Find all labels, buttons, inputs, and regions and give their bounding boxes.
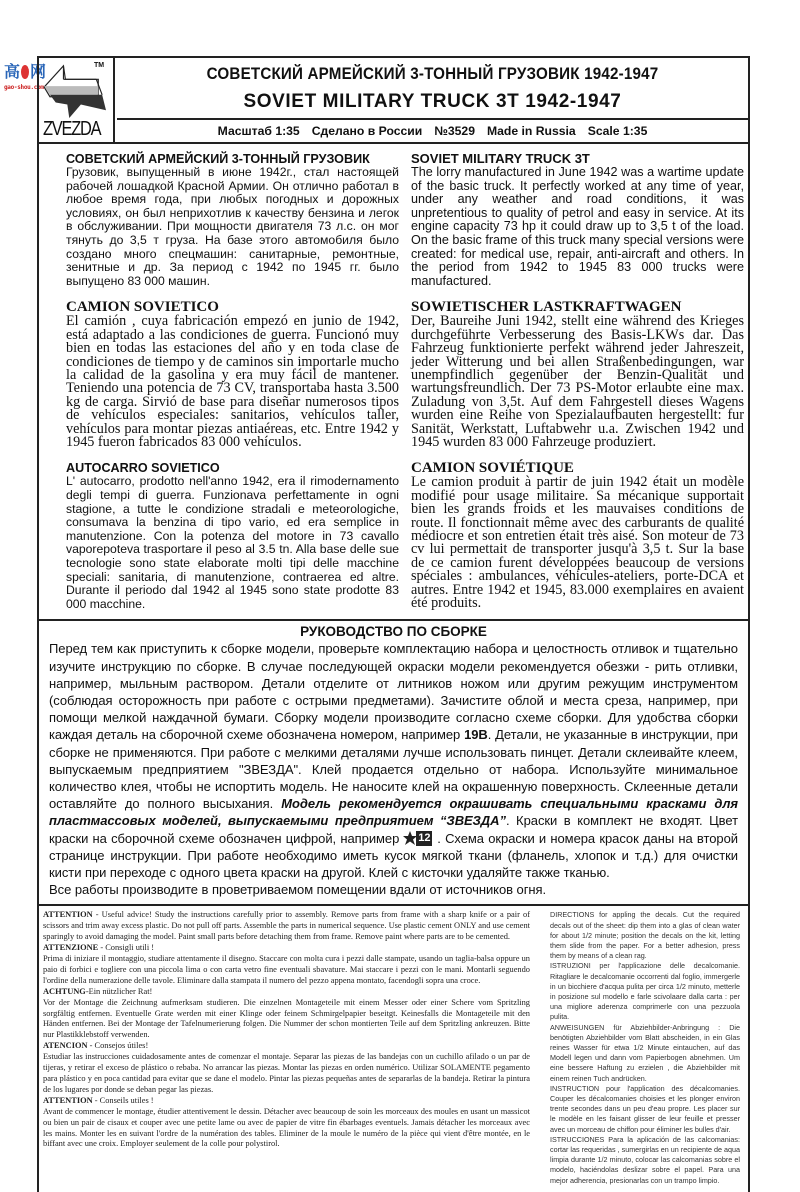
description-ru	[66, 152, 399, 288]
assembly-advice	[43, 910, 530, 1185]
watermark-char: 高	[4, 62, 21, 81]
advice-block	[43, 943, 530, 987]
advice-body: Estudiar las instrucciones cuidadosamente antes de comenzar el montaje. Separar las piezas de las bandejas con un cuchillo afilado o un par de tijeras, y retirar el exceso de plástico o rebaba. No arrancar las piezas. Montar las piezas en orden numérico. Utilizar SOLAMENTE pegamento para plástico y en poca cantidad para evitar que se dane el modelo. Pintar las piezas pequeñas antes de separarlas de la bandeja. Retirar la pintura de los lugares por donde se deban pegar las piezas.	[43, 1052, 530, 1094]
guide-text: Перед тем как приступить к сборке модели, проверьте комплектацию набора и целостность отливок и тщательно изучите инструкцию по сборке. В случае последующей окраски модели рекомендуется обезжи - рить отливки, например, мыльным раствором. Детали отделите от литников ножом или другим режущим инструментом (соблюдая осторожность при работе с острыми предметами). Зачистите облой и места среза, например, при помощи мелкой наждачной бумаги. Сборку модели производите согласно схеме сборки. Для удобства сборки каждая деталь на сборочной схеме обозначена номером, например	[49, 641, 738, 743]
advice-subheading: -Ein nützlicher Rat!	[85, 986, 153, 996]
star-icon	[403, 831, 417, 846]
decal-block	[550, 1023, 740, 1084]
watermark-url: gao-shou.com	[4, 84, 44, 91]
description-en	[411, 152, 744, 288]
decal-heading: DIRECTIONS	[550, 910, 595, 920]
advice-block	[43, 1096, 530, 1151]
advice-heading: ATTENTION	[43, 1095, 93, 1105]
description-title: SOVIET MILITARY TRUCK 3T	[411, 151, 590, 166]
decal-heading: ANWEISUNGEN	[550, 1022, 605, 1032]
watermark-badge-icon	[21, 65, 29, 79]
decal-body: for appling the decals. Cut the required decals out of the sheet: dip them into a glas of clean water for about 1/2 minute; position the decals on the kit, letting them slide from the paper. For a better adhesion, press them by means of a clean rag.	[550, 910, 740, 961]
decal-body: für Abziehbilder-Anbringung : Die benötigten Abziehbilder vom Blatt abscheiden, in ein Glas reines Wasser für etwa 1/2 Minute eintauchen, auf das Modell legen und dann vom Papierbogen abnehmen. Um eine bessere Haftung zu erzielen , die Abziehbilder mit einem reinen Tuch andrücken.	[550, 1022, 740, 1083]
paint-recommendation: Модель рекомендуется окрашивать специальными красками для пластмассовых моделей, выпускаемыми предприятием “ЗВЕЗДА”	[49, 796, 739, 829]
paint-number-badge	[403, 831, 433, 846]
watermark-char: 网	[29, 62, 46, 81]
decal-block	[550, 1135, 740, 1186]
advice-body: Avant de commencer le montage, étudier attentivement le dessin. Détacher avec beaucoup de soin les morceaux des moules en usant un massicot ou bien un pair de cisaux et couper avec une petite lame ou avec de papier de vitre fin ébarbages eventuels. Jamais détacher les morceaux avec les mains. Monter les en suivant l'ordre de la numération des tables. Eliminer de la moule le numéro de la pièce qui vient d'être montée, en le biffant avec une croix. Employer seulement de la colle pour polystirol.	[43, 1106, 530, 1149]
advice-heading: ACHTUNG	[43, 986, 86, 996]
advice-body: Vor der Montage die Zeichnung aufmerksam studieren. Die einzelnen Montageteile mit einem Messer oder einer Schere vom Spritzling sorgfältig entfernen. Eventuelle Grate werden mit einer Klinge oder feinem Schmirgelpapier beseitgt. Keinesfalls die Montageteile mit den Händen entfernen. Bei der Montage der Tafelnumerierung folgen. Die Nummer der schon montierten Teile auf dem Spritzling ankreuzen. Bitte nur Plastikklebstoff verwenden.	[43, 997, 530, 1040]
decal-body: per l'applicazione delle decalcomanie. Ritagliare le decalcomanie occorrenti dal foglio, immergerle in un bicchiere d'acqua pulita per circa 1/2 minuto, metterle in posizione sul modello e farle scivolaare dalla carta : per una migliore aderenza comprimerle con una pezzuola pulita.	[550, 961, 740, 1022]
advice-subheading: - Conseils utiles !	[92, 1095, 154, 1105]
kit-number: №3529	[434, 124, 475, 138]
decal-body: Para la aplicación de las calcomanias: cortar las requeridas , sumergirlas en un recipiente de aqua limpia durante 1/2 minuto, colocar las calcomanias sobre el modelo, haciéndolas deslizar sobre el papel. Para una mejor adherencia, presionarlas con un trampo limpio.	[550, 1134, 740, 1185]
multilingual-notes	[39, 904, 748, 1191]
guide-text: . Детали, не указанные в инструкции, при сборке не применяются. При работе с мелкими деталями лучше использовать пинцет. Детали склеивайте клеем, выпускаемым предприятием "ЗВЕЗДА". Клей продается отдельно от набора. Используйте минимальное количество клея, чтобы не испортить модель. Не наносите клей на окрашенную поверхность. Склеенные детали оставляйте до полного высыхания.	[49, 727, 738, 812]
part-number-example: 19B	[464, 727, 488, 743]
guide-text: . Краски в комплект не входят. Цвет краски на сборочной схеме обозначен цифрой, например	[49, 813, 738, 846]
decal-body: pour l'application des décalcomanies. Couper les décalcomanies choisies et les plonger environ trente secondes dans un peu d'eau propre. Les placer sur le modèle en les faisant glisser de leur feuille et presser avec un morceau de chiffon pour éliminer les bulles d'air.	[550, 1083, 740, 1134]
assembly-guide-title: РУКОВОДСТВО ПО СБОРКЕ	[300, 624, 487, 640]
description-body: L' autocarro, prodotto nell'anno 1942, era il rimodernamento degli tempi di guerra. Funzionava perfettamente in ogni stagione, a tutte le condizione stradali e meteorologiche, consumava la benzina di tipo vario, ed era semplice in manutenzione. Con la potenza del motore in 73 cavallo vaporepoteva trasportare il peso al 3.5 tn. Alla base delle sue tecnologie sono state elaborate molti tipi delle macchine speciali: sanitaria, di manutenzione, contraerea ed altre. Durante il periodo dal 1942 al 1945 sono state prodotte 83 000 macchine.	[66, 474, 399, 611]
paint-number: 12	[418, 831, 431, 844]
assembly-guide-paragraph	[49, 640, 738, 881]
advice-body: Prima di iniziare il montaggio, studiare attentamente il disegno. Staccare con molta cura i pezzi dalle stampate, usando un taglia-balsa oppure un paio di forbici e togliere con una piccola lima o con carta vetro fine eventuali sbavature. Mai staccare i pezzi con le mani. Montarli seguendo l'ordine della numerazione delle tavole. Eliminare dalla stampata il numero del pezzo appena montato, facendogli sopra una croce.	[43, 954, 530, 985]
advice-block	[43, 1041, 530, 1096]
zvezda-logo	[39, 58, 115, 142]
description-it	[66, 461, 399, 611]
decal-heading: INSTRUCTION	[550, 1083, 600, 1093]
decal-directions	[550, 910, 740, 1185]
advice-subheading: - Consigli utili !	[98, 943, 155, 953]
description-body: The lorry manufactured in June 1942 was a wartime update of the basic truck. It perfectly worked at any time of year, under any weather and road conditions, it was unpretentious to quality of petrol and easy in service. At its engine capacity 73 hp it could draw up to 3,5 t of the load. On the basic frame of this truck many special versions were created: for medical use, repair, anti-aircraft and others. In the period from 1942 to 1945 83 000 trucks were manufactured.	[411, 165, 744, 288]
decal-block	[550, 1084, 740, 1135]
description-fr	[411, 461, 744, 611]
decal-heading: ISTRUZIONI	[550, 961, 591, 971]
guide-text: . Схема окраски и номера красок даны на второй странице инструкции. При работе необходимо иметь кусок мягкой ткани (фланель, хлопок и т.д.) для очистки кисти при переходе с одного цвета краски на другой. Клей с кисточки удаляйте также тканью.	[49, 830, 738, 880]
scale-info-bar	[117, 118, 748, 142]
advice-body: Study the instructions carefully prior to assembly. Remove parts from frame with a sharp knife or a pair of scissors and trim away excess plastic. Do not pull off parts. Assemble the parts in numerical sequence. Use plastic cement ONLY and use cement sparingly to avoid damaging the model. Paint small parts before detaching them from frame. Remove paint where parts are to be cemented.	[43, 910, 530, 942]
advice-heading: ATTENTION	[43, 910, 93, 920]
description-body: Грузовик, выпущенный в июне 1942г., стал настоящей рабочей лошадкой Красной Армии. Он отлично работал в любое время года, при любых погодных и дорожных условиях, он был неприхотлив к качеству бензина и легок в обслуживании. При мощности двигателя 73 л.с. он мог тянуть до 3,5 т груза. На базе этого автомобиля было создано много спецмашин: санитарные, ремонтные, зенитные и др. За период с 1942 по 1945 гг. было выпущено 83 000 машин.	[66, 165, 399, 288]
decal-heading: ISTRUCCIONES	[550, 1134, 605, 1144]
scale-ru: Масштаб 1:35	[217, 124, 300, 138]
description-title: СОВЕТСКИЙ АРМЕЙСКИЙ 3-ТОННЫЙ ГРУЗОВИК	[66, 152, 370, 166]
safety-note: Все работы производите в проветриваемом помещении вдали от источников огня.	[49, 882, 547, 898]
descriptions	[39, 144, 748, 619]
title-russian: СОВЕТСКИЙ АРМЕЙСКИЙ 3-ТОННЫЙ ГРУЗОВИК 1942-1947	[206, 65, 659, 83]
header	[39, 58, 748, 144]
advice-block	[43, 910, 530, 943]
instruction-sheet	[37, 56, 750, 1192]
decal-block	[550, 961, 740, 1022]
description-title: AUTOCARRO SOVIETICO	[66, 461, 220, 476]
decal-block	[550, 910, 740, 961]
scale-en: Scale 1:35	[587, 124, 648, 138]
advice-heading: ATENCION	[43, 1041, 88, 1051]
description-title: CAMION SOVIÉTIQUE	[411, 460, 574, 477]
made-in-en: Made in Russia	[486, 124, 576, 138]
description-es	[66, 300, 399, 449]
description-body: Der, Baureihe Juni 1942, stellt eine während des Krieges durchgeführte Verbesserung des Basis-LKWs dar. Das Fahrzeug funktionierte perfekt während jeder Jahreszeit, jeder Witterung und bei allen Straßenbedingungen, war unempfindlich gegenüber der Benzin-Qualität und wartungsfreundlich. Der 73 PS-Motor erlaubte eine max. Zuladung von 3,5t. Auf dem Fahrgestell dieses Wagens wurden eine Reihe von Spezialaufbauten hergestellt: fur Sanität, Werkstatt, Luftabwehr u.a. Zwischen 1942 und 1945 wurden 83 000 Fahrzeuge produziert.	[411, 313, 744, 450]
description-de	[411, 300, 744, 449]
assembly-guide	[39, 619, 748, 904]
logo-wordmark: ZVEZDA	[43, 118, 101, 140]
title-english: SOVIET MILITARY TRUCK 3T 1942-1947	[243, 91, 622, 112]
advice-heading: ATTENZIONE	[43, 943, 99, 953]
description-title: SOWIETISCHER LASTKRAFTWAGEN	[411, 299, 682, 316]
description-body: Le camion produit à partir de juin 1942 était un modèle modifié pour usage militaire. Sa mécanique supportait bien les grands froids et les mauvaises conditions de route. Il fonctionnait même avec des carburants de qualité médiocre et son entretien était très aisé. Son moteur de 73 cv lui permettait de transporter jusqu'à 3,5 t. Sur la base de ce camion furent développées beaucoup de versions spéciales : ambulances, véhicules-ateliers, porte-DCA et autres. Entre 1942 et 1945, 83.000 exemplaires en avaient été produits.	[411, 474, 744, 612]
made-in-ru: Сделано в России	[311, 124, 423, 138]
advice-subheading: - Useful advice!	[92, 910, 152, 920]
trademark-mark: TM	[94, 62, 105, 69]
advice-subheading: - Consejos útiles!	[87, 1041, 149, 1051]
description-title: CAMION SOVIETICO	[66, 299, 219, 316]
description-body: El camión , cuya fabricación empezó en junio de 1942, está adaptado a las condiciones de guerra. Funcionó muy bien en todas las estaciones del año y en toda clase de condiciones de tiempo y de caminos sin importarle mucho la calidad de la gasolina y era muy fácil de mantener. Teniendo una potencia de 73 CV, transportaba hasta 3.500 kg de carga. Sirvió de base para diseñar numerosos tipos de vehículos especiales: sanitarios, vehículos taller, vehículos para montar piezas antiaéreas, etc. Entre 1942 y 1945 fueron fabricados 83 000 vehículos.	[66, 313, 399, 450]
advice-block	[43, 987, 530, 1042]
